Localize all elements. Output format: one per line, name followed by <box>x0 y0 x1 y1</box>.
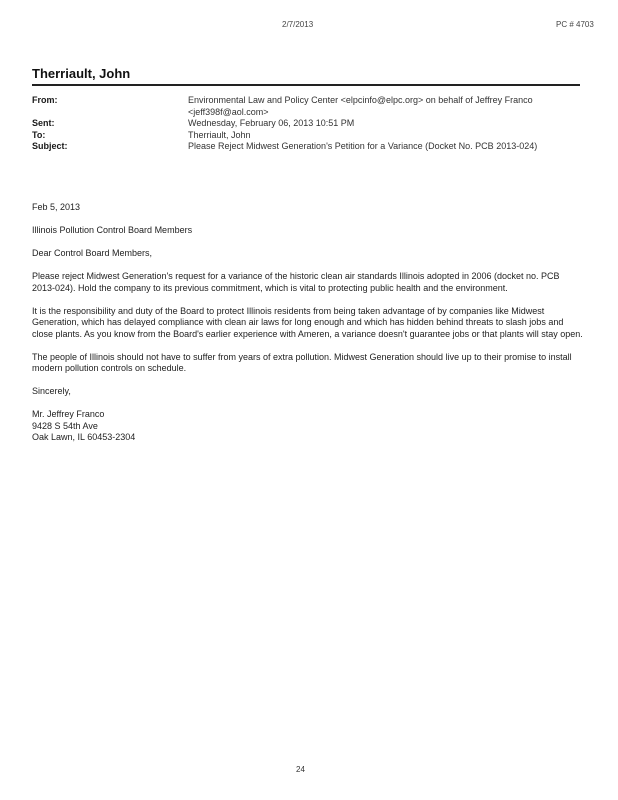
header-pc-number: PC # 4703 <box>556 20 594 29</box>
signer-street: 9428 S 54th Ave <box>32 420 98 431</box>
letter-body <box>32 202 584 444</box>
sender-divider <box>32 84 580 86</box>
subject-row <box>32 141 582 153</box>
sender-name: Therriault, John <box>32 66 131 81</box>
page-number: 24 <box>296 765 305 774</box>
from-value: Environmental Law and Policy Center <elpcinfo@elpc.org> on behalf of Jeffrey Franco <jeff398f@aol.com> <box>188 95 533 117</box>
subject-label: Subject: <box>32 141 68 151</box>
signer-name: Mr. Jeffrey Franco <box>32 409 105 419</box>
from-row <box>32 95 582 118</box>
to-label: To: <box>32 129 46 140</box>
header-date: 2/7/2013 <box>282 20 314 29</box>
letter-paragraph-3: The people of Illinois should not have to suffer from years of extra pollution. Midwest Generation should live up to their promise to install modern pollution controls on schedule. <box>32 351 572 373</box>
letter-paragraph-1: Please reject Midwest Generation's request for a variance of the historic clean air standards Illinois adopted in 2006 (docket no. PCB 2013-024). Hold the company to its previous commitment, which is vital to protecting public health and the environment. <box>32 271 560 293</box>
letter-addressee: Illinois Pollution Control Board Members <box>32 225 193 235</box>
letter-date: Feb 5, 2013 <box>32 202 81 212</box>
letter-closing: Sincerely, <box>32 386 71 396</box>
letter-paragraph-2: It is the responsibility and duty of the Board to protect Illinois residents from being taken advantage of by companies like Midwest Generation, which has delayed compliance with clean air laws for long enough and which has hidden behind threats to slash jobs and close plants. As you know from the Board's earlier experience with Ameren, a variance doesn't guarantee jobs or that plants will stay open. <box>32 305 583 339</box>
email-header-block <box>32 95 582 153</box>
sent-row <box>32 118 582 130</box>
subject-value: Please Reject Midwest Generation's Petition for a Variance (Docket No. PCB 2013-024) <box>188 141 538 151</box>
to-value: Therriault, John <box>188 129 251 140</box>
from-label: From: <box>32 95 58 105</box>
letter-salutation: Dear Control Board Members, <box>32 248 153 258</box>
to-row <box>32 130 582 142</box>
sent-label: Sent: <box>32 118 55 128</box>
signer-city: Oak Lawn, IL 60453-2304 <box>32 432 136 442</box>
sent-value: Wednesday, February 06, 2013 10:51 PM <box>188 118 355 128</box>
